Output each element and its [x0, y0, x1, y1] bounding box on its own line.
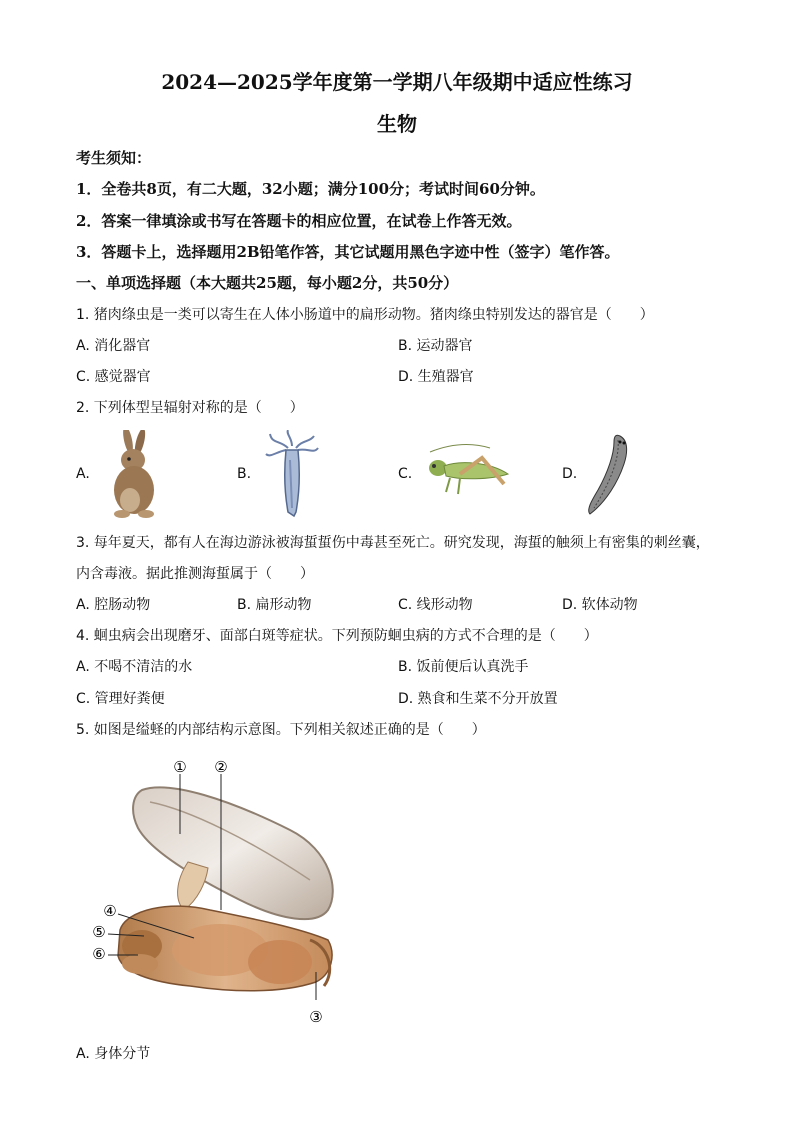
q3-option-c: C. 线形动物 — [398, 597, 473, 613]
q4-option-b: B. 饭前便后认真洗手 — [398, 659, 529, 675]
question-3-stem-line2: 内含毒液。据此推测海蜇属于（ ） — [76, 566, 314, 582]
exam-subject: 生物 — [377, 112, 417, 136]
q2-option-a: A. — [76, 466, 90, 482]
q2-option-c: C. — [398, 466, 413, 482]
figure-label-4: ④ — [103, 902, 117, 920]
figure-label-2: ② — [214, 758, 228, 776]
q3-option-b: B. 扁形动物 — [237, 597, 312, 613]
q1-option-c: C. 感觉器官 — [76, 369, 151, 385]
q1-option-a: A. 消化器官 — [76, 338, 151, 354]
notice-item: 3．答题卡上，选择题用2B铅笔作答，其它试题用黑色字迹中性（签字）笔作答。 — [76, 243, 620, 261]
figure-label-5: ⑤ — [92, 923, 106, 941]
q3-option-d: D. 软体动物 — [562, 597, 638, 613]
razor-clam-figure — [80, 750, 350, 1035]
q2-option-b: B. — [237, 466, 252, 482]
q3-option-a: A. 腔肠动物 — [76, 597, 151, 613]
hydra-icon — [262, 430, 322, 520]
exam-title: 2024—2025学年度第一学期八年级期中适应性练习 — [161, 70, 633, 94]
q1-option-b: B. 运动器官 — [398, 338, 473, 354]
figure-label-3: ③ — [309, 1008, 323, 1026]
q5-option-a: A. 身体分节 — [76, 1046, 151, 1062]
q4-option-c: C. 管理好粪便 — [76, 691, 165, 707]
question-1-stem: 1. 猪肉绦虫是一类可以寄生在人体小肠道中的扁形动物。猪肉绦虫特别发达的器官是（ ） — [76, 307, 654, 323]
question-4-stem: 4. 蛔虫病会出现磨牙、面部白斑等症状。下列预防蛔虫病的方式不合理的是（ ） — [76, 628, 598, 644]
q2-option-d: D. — [562, 466, 578, 482]
q1-option-d: D. 生殖器官 — [398, 369, 474, 385]
q4-option-d: D. 熟食和生菜不分开放置 — [398, 691, 558, 707]
planarian-icon — [580, 430, 640, 520]
notice-heading: 考生须知： — [76, 149, 152, 167]
rabbit-icon — [100, 430, 170, 520]
notice-item: 1．全卷共8页，有二大题，32小题；满分100分；考试时间60分钟。 — [76, 180, 545, 198]
section-title: 一、单项选择题（本大题共25题，每小题2分，共50分） — [76, 274, 459, 292]
question-5-stem: 5. 如图是缢蛏的内部结构示意图。下列相关叙述正确的是（ ） — [76, 722, 486, 738]
question-3-stem-line1: 3. 每年夏天，都有人在海边游泳被海蜇蜇伤中毒甚至死亡。研究发现，海蜇的触须上有密集的刺丝囊， — [76, 535, 710, 551]
grasshopper-icon — [420, 440, 515, 500]
q4-option-a: A. 不喝不清洁的水 — [76, 659, 193, 675]
question-2-stem: 2. 下列体型呈辐射对称的是（ ） — [76, 400, 304, 416]
figure-label-1: ① — [173, 758, 187, 776]
notice-item: 2．答案一律填涂或书写在答题卡的相应位置，在试卷上作答无效。 — [76, 212, 522, 230]
figure-label-6: ⑥ — [92, 945, 106, 963]
